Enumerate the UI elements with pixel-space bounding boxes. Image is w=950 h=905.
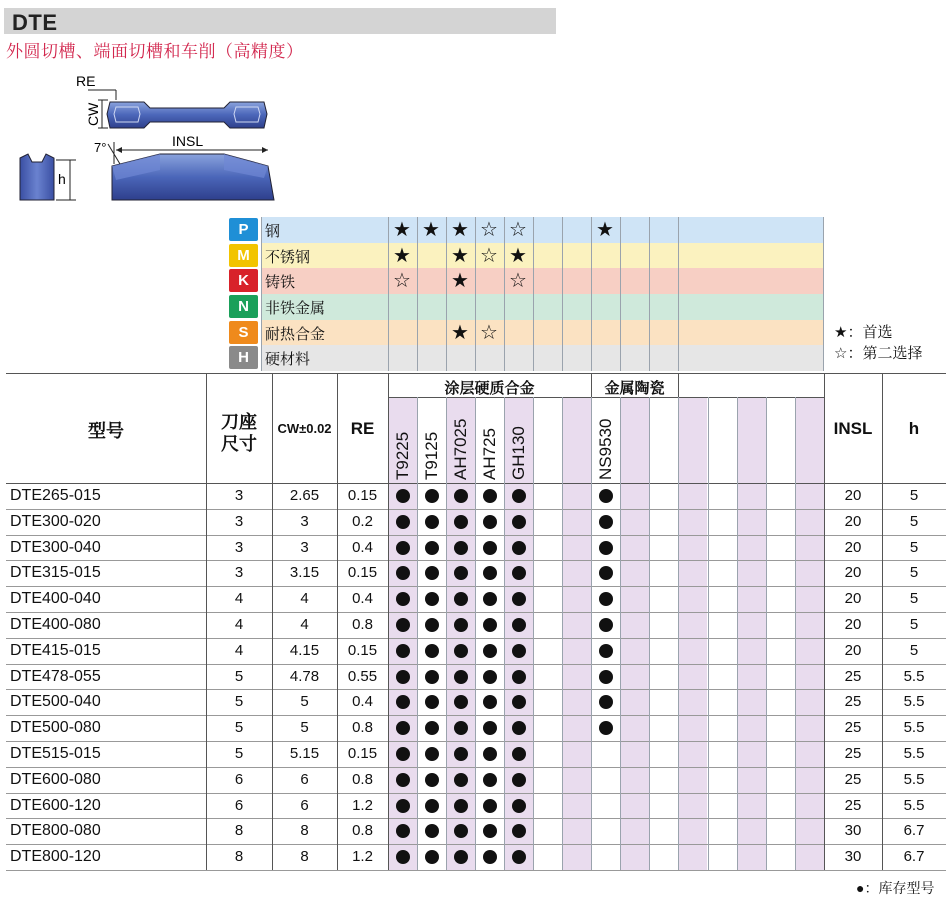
stock-dot-icon	[425, 618, 439, 632]
model-cell: DTE800-120	[10, 848, 101, 866]
insl-cell: 20	[844, 564, 862, 582]
stock-dot-icon	[425, 566, 439, 580]
grade-column-shade	[679, 397, 707, 870]
re-label: RE	[76, 73, 96, 89]
model-cell: DTE500-040	[10, 693, 101, 711]
seat-cell: 5	[234, 745, 244, 762]
stock-dot-icon	[396, 515, 410, 529]
stock-dot-icon	[454, 799, 468, 813]
stock-dot-icon	[396, 799, 410, 813]
material-code-badge: N	[229, 295, 258, 318]
seat-cell: 6	[234, 770, 244, 788]
grade-header: NS9530	[596, 418, 615, 480]
second-choice-star-icon: ☆	[509, 219, 527, 241]
grade-column-shade	[796, 397, 824, 870]
seat-cell: 3	[234, 512, 244, 530]
grade-header: AH7025	[451, 418, 470, 480]
stock-dot-icon	[425, 541, 439, 555]
re-cell: 0.55	[347, 667, 378, 685]
h-cell: 5.5	[903, 719, 925, 737]
stock-dot-icon	[512, 773, 526, 787]
grade-header: GH130	[509, 426, 528, 480]
grade-header: T9225	[393, 431, 412, 480]
cw-cell: 8	[300, 822, 309, 840]
second-choice-star-icon: ☆	[480, 321, 498, 344]
first-choice-star-icon: ★	[451, 270, 469, 293]
stock-dot-icon	[483, 592, 497, 606]
legend-first-choice: ★：首选	[834, 324, 893, 341]
material-band	[261, 294, 824, 320]
stock-dot-icon	[483, 644, 497, 658]
h-cell: 6.7	[903, 848, 925, 866]
h-label: h	[58, 171, 66, 187]
model-cell: DTE315-015	[10, 564, 101, 582]
angle-label: 7°	[94, 140, 107, 155]
stock-dot-icon	[512, 799, 526, 813]
material-row	[229, 268, 296, 294]
second-choice-star-icon: ☆	[509, 270, 527, 293]
h-cell: 5	[909, 512, 919, 530]
seat-cell: 4	[234, 616, 244, 633]
row-divider	[6, 509, 946, 510]
material-band	[261, 345, 824, 371]
seat-cell: 4	[234, 590, 244, 608]
row-divider	[6, 586, 946, 587]
model-cell: DTE600-120	[10, 796, 101, 814]
model-cell: DTE800-080	[10, 822, 101, 840]
stock-dot-icon	[483, 695, 497, 709]
re-cell: 0.8	[352, 719, 373, 737]
rating-column-divider	[417, 217, 418, 371]
cw-cell: 4.78	[289, 667, 320, 685]
legend-second-choice: ☆：第二选择	[834, 345, 923, 362]
stock-dot-icon	[599, 695, 613, 709]
grade-header: AH725	[480, 428, 499, 480]
h-cell: 5	[909, 590, 919, 608]
seat-cell: 3	[234, 564, 244, 582]
cw-cell: 4.15	[289, 641, 320, 659]
cw-cell: 4	[300, 590, 309, 608]
stock-dot-icon	[454, 489, 468, 503]
col-header-re: RE	[350, 419, 375, 438]
stock-dot-icon	[483, 721, 497, 735]
stock-dot-icon	[425, 489, 439, 503]
model-cell: DTE478-055	[10, 667, 101, 685]
cw-cell: 2.65	[289, 487, 320, 504]
rating-column-divider	[446, 217, 447, 371]
material-code-badge: H	[229, 346, 258, 369]
cw-cell: 5	[300, 693, 309, 711]
insl-cell: 25	[844, 693, 862, 711]
grade-column-divider	[562, 397, 563, 870]
stock-dot-icon	[512, 618, 526, 632]
h-cell: 5.5	[903, 770, 925, 788]
h-cell: 5.5	[903, 796, 925, 814]
col-header-insl: INSL	[833, 419, 873, 438]
stock-dot-icon	[425, 695, 439, 709]
stock-dot-icon	[599, 644, 613, 658]
rating-column-divider	[823, 217, 824, 371]
group-header-coated: 涂层硬质合金	[444, 380, 535, 397]
stock-dot-icon	[483, 824, 497, 838]
col-header-h: h	[908, 419, 920, 438]
grade-column-divider	[737, 397, 738, 870]
table-header-bottom	[6, 483, 946, 484]
row-divider	[6, 741, 946, 742]
row-divider	[6, 638, 946, 639]
stock-dot-icon	[454, 670, 468, 684]
stock-dot-icon	[454, 541, 468, 555]
stock-dot-icon	[599, 618, 613, 632]
material-row	[229, 320, 326, 346]
h-cell: 5	[909, 616, 919, 633]
insl-cell: 25	[844, 667, 862, 685]
stock-dot-icon	[425, 824, 439, 838]
h-cell: 5.5	[903, 745, 925, 762]
rating-column-divider	[504, 217, 505, 371]
second-choice-star-icon: ☆	[480, 244, 498, 267]
insl-cell: 25	[844, 796, 862, 814]
side-view	[94, 133, 274, 200]
grade-column-divider	[766, 397, 767, 870]
page-subtitle: 外圆切槽、端面切槽和车削（高精度）	[6, 42, 304, 61]
stock-footnote: ●：库存型号	[856, 880, 935, 896]
stock-dot-icon	[599, 566, 613, 580]
stock-dot-icon	[425, 799, 439, 813]
grade-column-divider	[678, 397, 679, 870]
grade-column-shade	[563, 397, 591, 870]
stock-dot-icon	[483, 541, 497, 555]
h-cell: 5	[909, 564, 919, 582]
stock-dot-icon	[425, 670, 439, 684]
stock-dot-icon	[425, 592, 439, 606]
grade-column-divider	[708, 397, 709, 870]
stock-dot-icon	[599, 489, 613, 503]
row-divider	[6, 535, 946, 536]
stock-dot-icon	[396, 489, 410, 503]
cw-cell: 5.15	[289, 745, 320, 762]
stock-dot-icon	[483, 747, 497, 761]
h-cell: 5.5	[903, 667, 925, 685]
cw-cell: 3	[300, 512, 309, 530]
stock-dot-icon	[454, 644, 468, 658]
material-code-badge: K	[229, 269, 258, 292]
row-divider	[6, 689, 946, 690]
h-cell: 5	[909, 487, 919, 504]
grade-column-divider	[795, 397, 796, 870]
stock-dot-icon	[425, 721, 439, 735]
page-title: DTE	[12, 10, 58, 35]
cw-cell: 6	[300, 770, 309, 788]
insert-drawing	[12, 70, 292, 215]
insl-cell: 20	[844, 616, 862, 633]
col-header-seat-line2: 尺寸	[221, 434, 257, 454]
re-cell: 0.4	[352, 590, 373, 608]
stock-dot-icon	[396, 541, 410, 555]
seat-cell: 5	[234, 667, 244, 685]
re-cell: 0.8	[352, 770, 373, 788]
stock-dot-icon	[425, 773, 439, 787]
model-cell: DTE400-080	[10, 616, 101, 633]
first-choice-star-icon: ★	[509, 244, 527, 267]
first-choice-star-icon: ★	[422, 219, 440, 241]
re-cell: 0.8	[352, 616, 373, 633]
stock-dot-icon	[483, 566, 497, 580]
re-cell: 0.15	[347, 745, 378, 762]
material-code-badge: P	[229, 218, 258, 241]
first-choice-star-icon: ★	[451, 219, 469, 241]
material-code-badge: M	[229, 244, 258, 267]
seat-cell: 5	[234, 693, 244, 711]
insl-cell: 25	[844, 770, 862, 788]
row-divider	[6, 870, 946, 871]
first-choice-star-icon: ★	[451, 244, 469, 267]
material-band	[261, 217, 824, 243]
first-choice-star-icon: ★	[451, 321, 469, 344]
seat-cell: 5	[234, 719, 244, 737]
end-view	[20, 154, 76, 200]
stock-dot-icon	[483, 799, 497, 813]
insl-label: INSL	[172, 133, 204, 149]
rating-column-divider	[678, 217, 679, 371]
stock-dot-icon	[425, 644, 439, 658]
stock-dot-icon	[512, 644, 526, 658]
first-choice-star-icon: ★	[393, 219, 411, 241]
seat-cell: 8	[234, 822, 244, 840]
stock-dot-icon	[396, 747, 410, 761]
cw-label: CW	[85, 102, 101, 126]
stock-dot-icon	[483, 515, 497, 529]
second-choice-star-icon: ☆	[480, 219, 498, 241]
stock-dot-icon	[425, 515, 439, 529]
re-cell: 0.8	[352, 822, 373, 840]
stock-dot-icon	[483, 618, 497, 632]
col-header-seat-line1: 刀座	[221, 412, 257, 432]
material-band	[261, 320, 824, 346]
model-cell: DTE415-015	[10, 641, 101, 659]
top-view	[76, 73, 267, 128]
seat-cell: 4	[234, 641, 244, 659]
model-cell: DTE600-080	[10, 770, 101, 788]
stock-dot-icon	[599, 721, 613, 735]
rating-column-divider	[475, 217, 476, 371]
insl-cell: 20	[844, 487, 862, 504]
rating-column-divider	[649, 217, 650, 371]
row-divider	[6, 767, 946, 768]
model-cell: DTE515-015	[10, 745, 101, 762]
table-top-border	[6, 373, 946, 374]
cw-cell: 5	[300, 719, 309, 737]
model-cell: DTE300-020	[10, 512, 101, 530]
re-cell: 0.4	[352, 693, 373, 711]
seat-cell: 6	[234, 796, 244, 814]
stock-dot-icon	[425, 747, 439, 761]
row-divider	[6, 844, 946, 845]
h-cell: 5	[909, 641, 919, 659]
stock-dot-icon	[454, 515, 468, 529]
row-divider	[6, 560, 946, 561]
rating-column-divider	[261, 217, 262, 371]
seat-cell: 3	[234, 538, 244, 556]
stock-dot-icon	[599, 670, 613, 684]
stock-dot-icon	[512, 747, 526, 761]
insl-cell: 20	[844, 641, 862, 659]
h-cell: 6.7	[903, 822, 925, 840]
material-row	[229, 217, 281, 243]
grade-header: T9125	[422, 431, 441, 480]
re-cell: 0.4	[352, 538, 373, 556]
grade-column-divider	[533, 397, 534, 870]
stock-dot-icon	[599, 515, 613, 529]
h-cell: 5	[909, 538, 919, 556]
group-divider	[678, 373, 679, 397]
rating-column-divider	[591, 217, 592, 371]
material-band	[261, 243, 824, 269]
material-row	[229, 294, 326, 320]
row-divider	[6, 818, 946, 819]
first-choice-star-icon: ★	[393, 244, 411, 267]
stock-dot-icon	[512, 670, 526, 684]
stock-dot-icon	[454, 618, 468, 632]
stock-dot-icon	[512, 541, 526, 555]
insl-cell: 20	[844, 590, 862, 608]
insl-cell: 30	[844, 848, 862, 866]
grade-column-divider	[649, 397, 650, 870]
cw-cell: 3.15	[289, 564, 320, 582]
row-divider	[6, 612, 946, 613]
insl-cell: 20	[844, 512, 862, 530]
cw-cell: 8	[300, 848, 309, 866]
model-cell: DTE500-080	[10, 719, 101, 737]
first-choice-star-icon: ★	[596, 219, 614, 241]
model-cell: DTE300-040	[10, 538, 101, 556]
re-cell: 0.2	[352, 512, 373, 530]
re-cell: 1.2	[352, 796, 373, 814]
rating-column-divider	[562, 217, 563, 371]
stock-dot-icon	[599, 541, 613, 555]
row-divider	[6, 715, 946, 716]
material-name: 非铁金属	[265, 300, 326, 317]
model-cell: DTE265-015	[10, 487, 101, 504]
material-band	[261, 268, 824, 294]
grade-column-shade	[621, 397, 649, 870]
stock-dot-icon	[483, 773, 497, 787]
rating-column-divider	[620, 217, 621, 371]
cw-cell: 4	[300, 616, 309, 633]
stock-dot-icon	[425, 850, 439, 864]
cw-cell: 3	[300, 538, 309, 556]
insl-cell: 25	[844, 745, 862, 762]
seat-cell: 8	[234, 848, 244, 866]
material-row	[229, 243, 311, 269]
grade-column-shade	[738, 397, 766, 870]
stock-dot-icon	[396, 670, 410, 684]
row-divider	[6, 793, 946, 794]
stock-dot-icon	[396, 618, 410, 632]
material-row	[229, 345, 311, 371]
rating-column-divider	[533, 217, 534, 371]
re-cell: 0.15	[347, 641, 378, 659]
group-header-cermet: 金属陶瓷	[604, 380, 665, 397]
re-cell: 0.15	[347, 564, 378, 582]
material-name: 不锈钢	[265, 248, 311, 266]
material-code-badge: S	[229, 321, 258, 344]
re-cell: 0.15	[347, 487, 378, 504]
stock-dot-icon	[599, 592, 613, 606]
col-header-model: 型号	[88, 421, 124, 441]
row-divider	[6, 664, 946, 665]
material-name: 钢	[265, 223, 281, 240]
stock-dot-icon	[454, 747, 468, 761]
stock-dot-icon	[454, 773, 468, 787]
grade-column-divider	[620, 397, 621, 870]
stock-dot-icon	[483, 670, 497, 684]
stock-dot-icon	[396, 644, 410, 658]
stock-dot-icon	[483, 850, 497, 864]
re-cell: 1.2	[352, 848, 373, 866]
h-cell: 5.5	[903, 693, 925, 711]
insl-cell: 20	[844, 538, 862, 556]
stock-dot-icon	[512, 515, 526, 529]
insl-cell: 30	[844, 822, 862, 840]
insl-cell: 25	[844, 719, 862, 737]
rating-column-divider	[388, 217, 389, 371]
col-header-cw: CW±0.02	[277, 421, 332, 436]
material-name: 硬材料	[265, 351, 311, 369]
stock-dot-icon	[396, 773, 410, 787]
stock-dot-icon	[483, 489, 497, 503]
stock-dot-icon	[512, 489, 526, 503]
cw-cell: 6	[300, 796, 309, 814]
model-cell: DTE400-040	[10, 590, 101, 608]
title-bar	[4, 8, 556, 34]
second-choice-star-icon: ☆	[393, 270, 411, 293]
material-name: 耐热合金	[265, 325, 326, 343]
seat-cell: 3	[234, 487, 244, 504]
material-name: 铸铁	[265, 274, 296, 292]
